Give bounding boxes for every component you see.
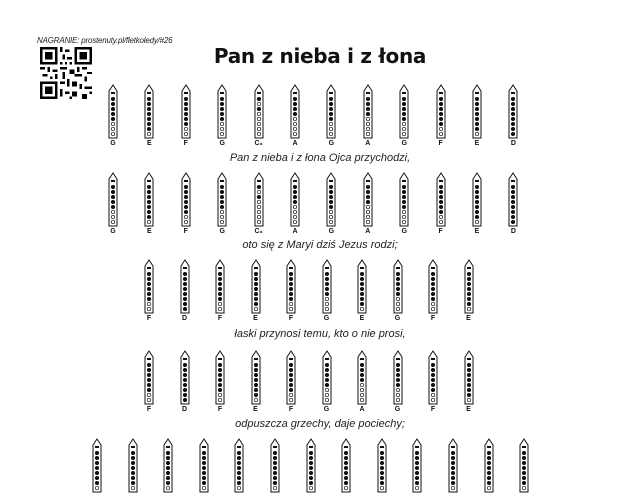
flute-icon <box>249 349 263 406</box>
flute-fingering <box>355 349 369 413</box>
note-label: E <box>474 228 480 235</box>
flute-fingering <box>284 349 298 413</box>
flute-icon <box>142 349 156 406</box>
note-label: C₃ <box>254 228 263 235</box>
flute-icon <box>126 437 140 494</box>
flute-icon <box>434 171 448 228</box>
flute-fingering <box>142 258 156 322</box>
flute-fingering <box>178 349 192 413</box>
flute-fingering <box>252 83 266 147</box>
flute-icon <box>391 258 405 315</box>
flute-fingering <box>434 83 448 147</box>
note-label: E <box>253 315 258 322</box>
fingering-row <box>0 437 640 497</box>
note-label: A <box>365 228 371 235</box>
flute-fingering <box>232 437 246 497</box>
note-label: E <box>466 406 471 413</box>
flute-fingering <box>391 349 405 413</box>
flute-icon <box>320 349 334 406</box>
flute-fingering <box>517 437 531 497</box>
note-label: G <box>323 315 330 322</box>
flute-fingering <box>426 258 440 322</box>
flute-icon <box>339 437 353 494</box>
flute-fingering <box>361 83 375 147</box>
flute-icon <box>375 437 389 494</box>
flute-fingering <box>410 437 424 497</box>
flute-icon <box>232 437 246 494</box>
flute-fingering <box>142 349 156 413</box>
note-label: G <box>219 140 225 147</box>
fingering-row <box>0 258 640 322</box>
note-label: G <box>219 228 225 235</box>
note-label: G <box>328 228 335 235</box>
flute-fingering <box>391 258 405 322</box>
flute-icon <box>268 437 282 494</box>
flute-icon <box>179 83 193 140</box>
flute-icon <box>215 83 229 140</box>
note-label: F <box>438 140 443 147</box>
flute-icon <box>284 349 298 406</box>
flute-fingering <box>142 171 156 235</box>
flute-icon <box>506 83 520 140</box>
flute-fingering <box>462 349 476 413</box>
flute-icon <box>106 171 120 228</box>
note-label: D <box>181 315 188 322</box>
note-label: F <box>217 406 223 413</box>
flute-icon <box>106 83 120 140</box>
lyric-line: oto się z Maryi dziś Jezus rodzi; <box>242 239 398 251</box>
flute-icon <box>324 171 338 228</box>
flute-icon <box>213 258 227 315</box>
flute-icon <box>142 83 156 140</box>
flute-fingering <box>426 349 440 413</box>
flute-fingering <box>90 437 104 497</box>
flute-fingering <box>106 171 120 235</box>
note-label: G <box>401 140 407 147</box>
note-label: E <box>474 140 480 147</box>
flute-icon <box>178 349 192 406</box>
fingering-row <box>0 349 640 413</box>
flute-fingering <box>434 171 448 235</box>
flute-icon <box>320 258 334 315</box>
flute-icon <box>426 258 440 315</box>
flute-fingering <box>197 437 211 497</box>
note-label: E <box>147 228 152 235</box>
note-label: F <box>183 140 188 147</box>
flute-fingering <box>215 83 229 147</box>
flute-fingering <box>324 171 338 235</box>
note-label: F <box>217 315 223 322</box>
note-label: F <box>146 315 152 322</box>
flute-icon <box>90 437 104 494</box>
note-label: F <box>183 228 188 235</box>
note-label: A <box>359 406 365 413</box>
flute-fingering <box>506 171 520 235</box>
flute-fingering <box>268 437 282 497</box>
flute-fingering <box>179 83 193 147</box>
flute-fingering <box>355 258 369 322</box>
note-label: F <box>288 406 294 413</box>
flute-icon <box>517 437 531 494</box>
flute-fingering <box>361 171 375 235</box>
flute-icon <box>410 437 424 494</box>
flute-fingering <box>288 171 302 235</box>
flute-icon <box>252 83 266 140</box>
flute-icon <box>179 171 193 228</box>
flute-icon <box>355 258 369 315</box>
flute-icon <box>470 83 484 140</box>
flute-fingering <box>320 258 334 322</box>
note-label: A <box>292 140 298 147</box>
flute-fingering <box>470 83 484 147</box>
fingering-row <box>0 83 640 147</box>
note-label: C₃ <box>254 140 263 147</box>
flute-icon <box>142 171 156 228</box>
recording-label: NAGRANIE: prostenuty.pl/fletkoledy/#26 <box>37 36 173 45</box>
flute-fingering <box>482 437 496 497</box>
flute-fingering <box>288 83 302 147</box>
note-label: G <box>394 406 401 413</box>
note-label: F <box>430 315 436 322</box>
note-label: A <box>365 140 371 147</box>
note-label: G <box>328 140 335 147</box>
flute-icon <box>462 349 476 406</box>
flute-fingering <box>126 437 140 497</box>
flute-fingering <box>397 171 411 235</box>
flute-icon <box>391 349 405 406</box>
flute-icon <box>324 83 338 140</box>
page-title: Pan z nieba i z łona <box>213 44 427 68</box>
flute-icon <box>178 258 192 315</box>
flute-icon <box>361 83 375 140</box>
flute-fingering <box>213 258 227 322</box>
flute-fingering <box>179 171 193 235</box>
flute-fingering <box>106 83 120 147</box>
flute-fingering <box>506 83 520 147</box>
lyric-line: Pan z nieba i z łona Ojca przychodzi, <box>229 152 411 164</box>
flute-icon <box>252 171 266 228</box>
flute-fingering <box>397 83 411 147</box>
flute-fingering <box>304 437 318 497</box>
fingering-row <box>0 171 640 235</box>
note-label: G <box>323 406 330 413</box>
note-label: D <box>510 228 516 235</box>
flute-fingering <box>446 437 460 497</box>
flute-fingering <box>161 437 175 497</box>
note-label: F <box>288 315 294 322</box>
note-label: G <box>110 140 116 147</box>
flute-icon <box>397 171 411 228</box>
flute-fingering <box>462 258 476 322</box>
flute-icon <box>288 171 302 228</box>
flute-icon <box>482 437 496 494</box>
flute-icon <box>288 83 302 140</box>
flute-fingering <box>215 171 229 235</box>
flute-icon <box>284 258 298 315</box>
flute-fingering <box>249 258 263 322</box>
flute-fingering <box>252 171 266 235</box>
note-label: D <box>181 406 188 413</box>
note-label: E <box>466 315 471 322</box>
note-label: G <box>110 228 116 235</box>
note-label: D <box>510 140 516 147</box>
flute-fingering <box>339 437 353 497</box>
flute-icon <box>142 258 156 315</box>
flute-icon <box>462 258 476 315</box>
flute-fingering <box>249 349 263 413</box>
note-label: G <box>401 228 407 235</box>
note-label: E <box>253 406 258 413</box>
flute-icon <box>397 83 411 140</box>
lyric-line: odpuszcza grzechy, daje pociechy; <box>235 418 405 430</box>
note-label: E <box>359 315 365 322</box>
flute-fingering <box>178 258 192 322</box>
flute-icon <box>434 83 448 140</box>
note-label: F <box>146 406 152 413</box>
flute-fingering <box>320 349 334 413</box>
flute-icon <box>197 437 211 494</box>
flute-fingering <box>324 83 338 147</box>
flute-fingering <box>470 171 484 235</box>
note-label: F <box>438 228 443 235</box>
flute-icon <box>249 258 263 315</box>
flute-icon <box>446 437 460 494</box>
flute-icon <box>355 349 369 406</box>
flute-icon <box>213 349 227 406</box>
note-label: E <box>147 140 152 147</box>
lyric-line: łaski przynosi temu, kto o nie prosi, <box>234 328 406 340</box>
flute-fingering <box>375 437 389 497</box>
flute-icon <box>426 349 440 406</box>
flute-icon <box>304 437 318 494</box>
flute-fingering <box>142 83 156 147</box>
flute-fingering <box>284 258 298 322</box>
flute-icon <box>215 171 229 228</box>
note-label: G <box>394 315 401 322</box>
flute-icon <box>361 171 375 228</box>
note-label: F <box>430 406 436 413</box>
flute-icon <box>470 171 484 228</box>
flute-icon <box>506 171 520 228</box>
note-label: A <box>292 228 298 235</box>
flute-fingering <box>213 349 227 413</box>
flute-icon <box>161 437 175 494</box>
